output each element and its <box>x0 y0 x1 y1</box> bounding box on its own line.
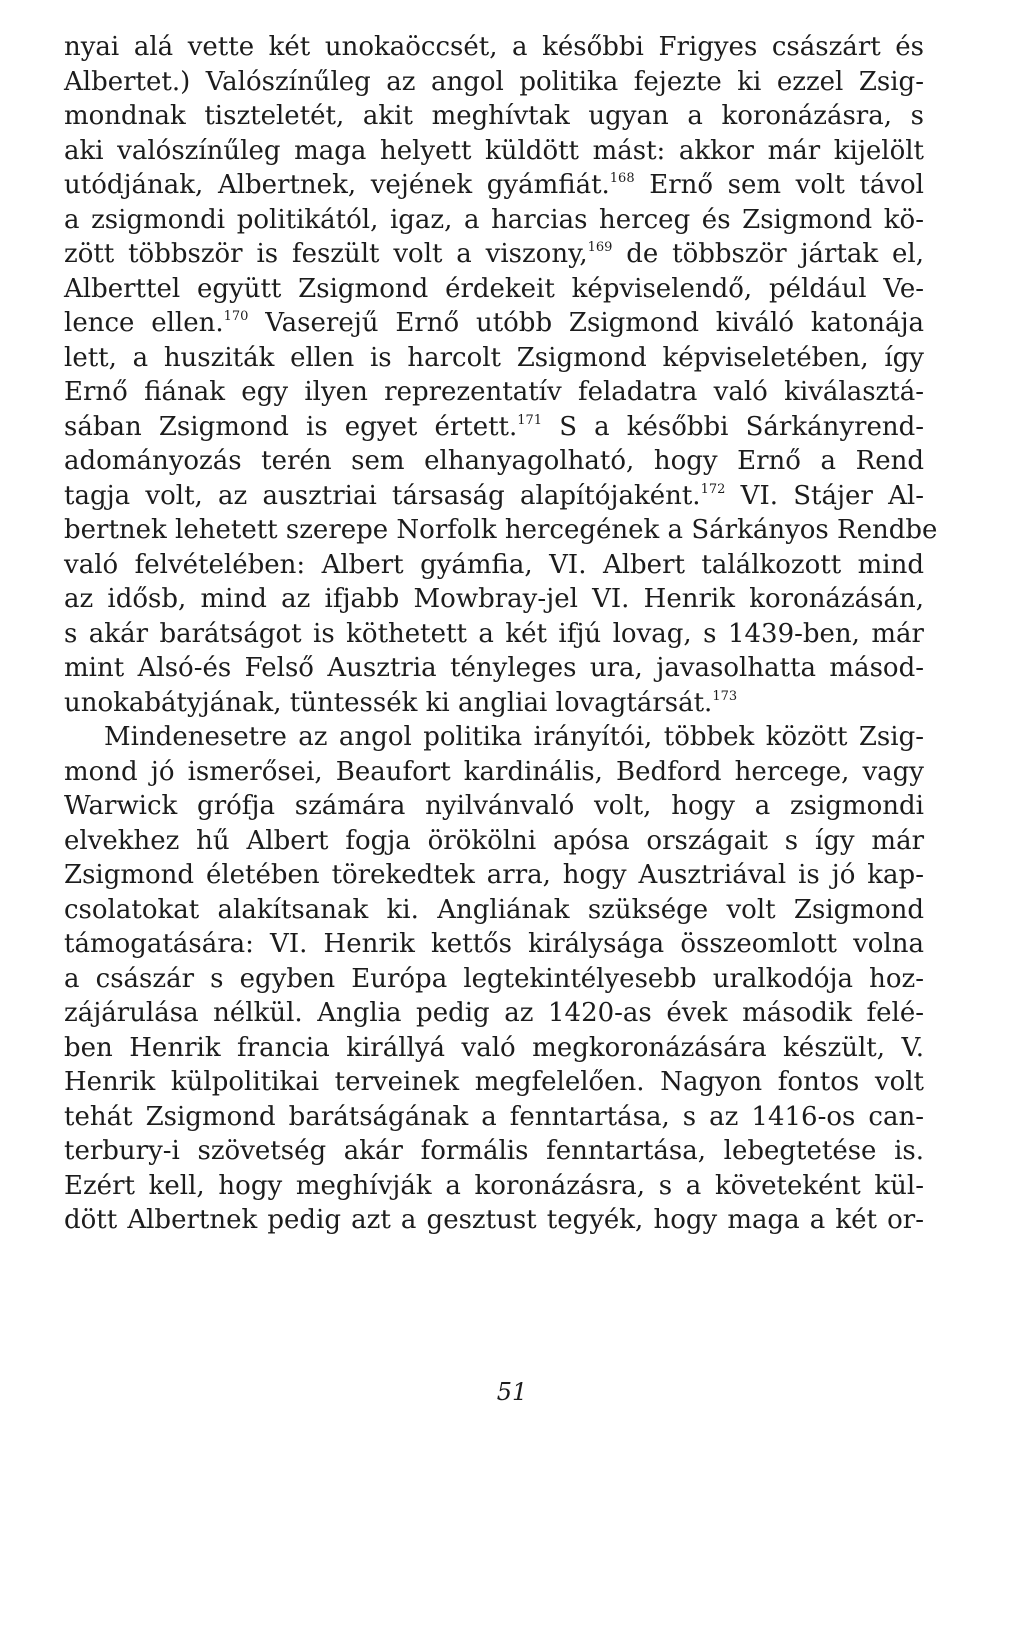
text-segment: csolatokat alakítsanak ki. Angliának szüksége volt Zsigmond <box>64 894 924 925</box>
text-line <box>64 375 924 410</box>
text-segment: zájárulása nélkül. Anglia pedig az 1420-as évek második felé- <box>64 998 924 1028</box>
text-line <box>64 99 924 134</box>
text-line <box>64 582 924 617</box>
text-segment: Zsigmond életében törekedtek arra, hogy Ausztriával is jó kap- <box>64 860 924 890</box>
text-line <box>64 410 924 445</box>
footnote-reference: 168 <box>609 171 635 186</box>
page-text <box>64 30 938 1238</box>
text-segment: Warwick grófja számára nyilvánvaló volt, hogy a zsigmondi <box>64 791 924 821</box>
text-segment: tehát Zsigmond barátságának a fenntartása, s az 1416-os can- <box>64 1101 924 1132</box>
text-line <box>64 30 924 65</box>
text-segment: terbury-i szövetség akár formális fenntartása, lebegtetése is. <box>64 1136 924 1166</box>
text-segment: Albertet.) Valószínűleg az angol politika fejezte ki ezzel Zsig- <box>64 66 924 97</box>
text-line <box>64 755 924 790</box>
text-segment: Henrik külpolitikai terveinek megfelelően. Nagyon fontos volt <box>64 1067 924 1097</box>
text-segment: Ezért kell, hogy meghívják a koronázásra, s a követeként kül- <box>64 1170 924 1201</box>
text-segment: utódjának, Albertnek, vejének gyámfiát. <box>64 170 610 200</box>
text-line <box>64 1169 924 1204</box>
footnote-reference: 170 <box>223 309 249 324</box>
text-line <box>64 272 924 307</box>
text-line <box>64 617 924 652</box>
text-segment: unokabátyjának, tüntessék ki angliai lovagtársát. <box>64 687 713 718</box>
text-line <box>64 1065 924 1100</box>
text-line <box>64 548 924 583</box>
text-segment: Vaserejű Ernő utóbb Zsigmond kiváló katonája <box>248 308 925 338</box>
text-line <box>64 444 924 479</box>
page-number: 51 <box>496 1378 528 1406</box>
text-segment: VI. Stájer Al- <box>725 480 925 511</box>
text-line <box>64 168 924 203</box>
text-segment: a zsigmondi politikától, igaz, a harcias herceg és Zsigmond kö- <box>64 204 924 235</box>
text-segment: a császár s egyben Európa legtekintélyesebb uralkodója hoz- <box>64 963 924 994</box>
footnote-reference: 172 <box>700 481 726 497</box>
text-segment: aki valószínűleg maga helyett küldött mást: akkor már kijelölt <box>64 135 924 166</box>
text-segment: való felvételében: Albert gyámfia, VI. Albert találkozott mind <box>64 549 924 580</box>
text-segment: az idősb, mind az ifjabb Mowbray-jel VI. Henrik koronázásán, <box>64 584 924 614</box>
text-line <box>64 65 924 100</box>
footnote-reference: 169 <box>587 240 613 255</box>
text-segment: Mindenesetre az angol politika irányítói, többek között Zsig- <box>104 722 924 752</box>
text-segment: elvekhez hű Albert fogja örökölni apósa országait s így már <box>64 825 924 856</box>
text-segment: dött Albertnek pedig azt a gesztust tegyék, hogy maga a két or- <box>64 1205 924 1235</box>
text-line <box>64 237 924 272</box>
text-segment: Ernő sem volt távol <box>634 170 924 200</box>
text-line <box>64 1031 924 1066</box>
text-line <box>64 1134 924 1169</box>
text-segment: Ernő fiának egy ilyen reprezentatív feladatra való kiválasztá- <box>64 377 924 407</box>
text-segment: Alberttel együtt Zsigmond érdekeit képviselendő, például Ve- <box>64 273 924 304</box>
text-line <box>64 893 924 928</box>
text-line <box>64 134 924 169</box>
text-segment: lett, a husziták ellen is harcolt Zsigmond képviseletében, így <box>64 342 924 373</box>
text-line <box>64 686 924 721</box>
text-line <box>64 858 924 893</box>
text-line <box>64 306 924 341</box>
text-line <box>64 1100 924 1135</box>
text-segment: lence ellen. <box>64 308 224 338</box>
text-segment: ben Henrik francia királlyá való megkoronázására készült, V. <box>64 1032 924 1063</box>
text-segment: támogatására: VI. Henrik kettős királysága összeomlott volna <box>64 929 924 959</box>
text-segment: zött többször is feszült volt a viszony, <box>64 239 588 269</box>
text-line <box>64 203 924 238</box>
text-line <box>64 513 938 548</box>
text-line <box>64 651 924 686</box>
paragraph-2 <box>64 720 924 1238</box>
text-segment: sában Zsigmond is egyet értett. <box>64 411 518 442</box>
text-line <box>64 1203 924 1238</box>
text-segment: de többször jártak el, <box>612 239 924 269</box>
text-segment: S a későbbi Sárkányrend- <box>542 411 924 442</box>
footnote-reference: 173 <box>712 688 738 704</box>
text-line <box>64 824 924 859</box>
text-segment: mond jó ismerősei, Beaufort kardinális, Bedford hercege, vagy <box>64 756 924 787</box>
text-segment: tagja volt, az ausztriai társaság alapítójaként. <box>64 480 701 511</box>
text-line <box>64 789 924 824</box>
footnote-reference: 171 <box>517 412 543 428</box>
text-line <box>64 341 924 376</box>
text-line <box>64 720 924 755</box>
paragraph-1 <box>64 30 938 720</box>
text-line <box>64 927 924 962</box>
text-segment: nyai alá vette két unokaöccsét, a későbbi Frigyes császárt és <box>64 32 924 62</box>
text-line <box>64 479 924 514</box>
text-line <box>64 996 924 1031</box>
text-segment: bertnek lehetett szerepe Norfolk hercegének a Sárkányos Rendbe <box>64 515 938 545</box>
text-segment: s akár barátságot is köthetett a két ifjú lovag, s 1439-ben, már <box>64 618 924 649</box>
text-segment: mint Alsó-és Felső Ausztria tényleges ura, javasolhatta másod- <box>64 653 924 683</box>
text-line <box>64 962 924 997</box>
text-segment: mondnak tiszteletét, akit meghívtak ugyan a koronázásra, s <box>64 101 924 131</box>
text-segment: adományozás terén sem elhanyagolható, hogy Ernő a Rend <box>64 446 924 476</box>
